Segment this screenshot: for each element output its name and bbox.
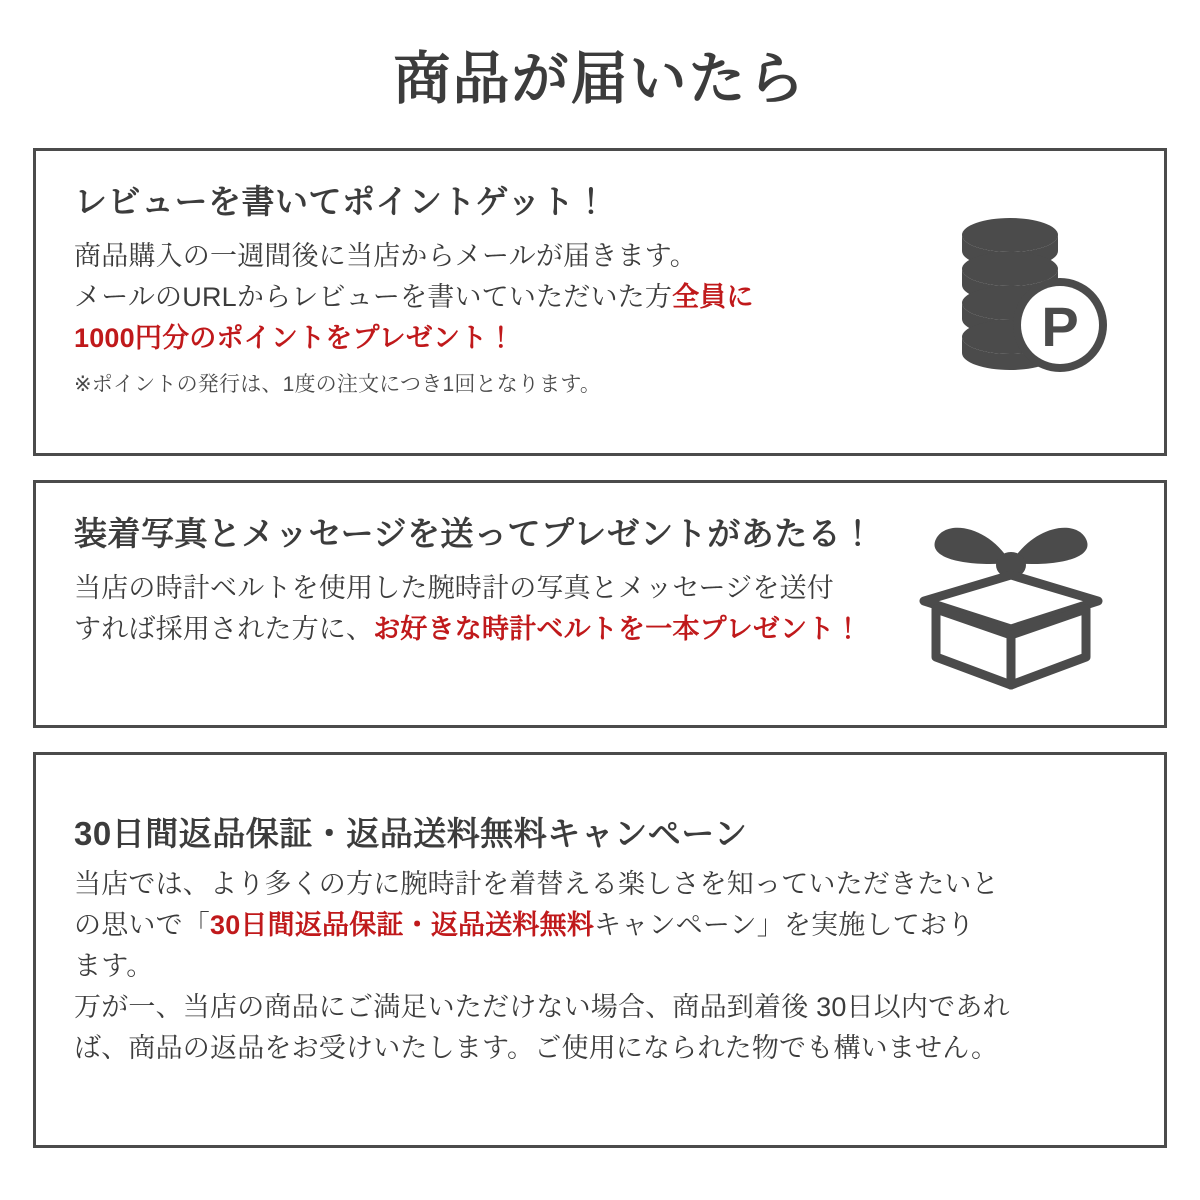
card-return-body (74, 864, 1126, 1069)
card-gift-campaign (33, 480, 1167, 728)
card-return-line-2a: の思いで「 (74, 910, 210, 941)
card-review-line-2b: 全員に (672, 282, 754, 313)
svg-text:P: P (1041, 295, 1079, 358)
card-review-line-3: 1000円分のポイントをプレゼント！ (74, 323, 515, 354)
page-title: 商品が届いたら (393, 47, 807, 111)
card-return-line-2b: 30日間返品保証・返品送料無料 (210, 910, 595, 941)
card-return-line-4: 万が一、当店の商品にご満足いただけない場合、商品到着後 30日以内であれ (74, 992, 1010, 1023)
card-review-points (33, 148, 1167, 456)
card-review-note: ※ポイントの発行は、1度の注文につき1回となります。 (74, 373, 602, 397)
card-review-heading: レビューを書いてポイントゲット！ (74, 183, 609, 220)
card-return-line-5: ば、商品の返品をお受けいたします。ご使用になられた物でも構いません。 (74, 1033, 999, 1064)
card-review-line-2a: メールのURLからレビューを書いていただいた方 (74, 282, 673, 313)
card-gift-line-1: 当店の時計ベルトを使用した腕時計の写真とメッセージを送付 (74, 573, 834, 604)
card-return-line-1: 当店では、より多くの方に腕時計を着替える楽しさを知っていただきたいと (74, 869, 999, 900)
card-return-line-2c: キャンペーン」を実施しており (594, 910, 975, 941)
card-return-heading: 30日間返品保証・返品送料無料キャンペーン (74, 815, 748, 852)
card-review-body (74, 236, 954, 359)
card-gift-body (74, 568, 954, 650)
card-gift-line-2a: すれば採用された方に、 (74, 614, 374, 645)
card-review-line-1: 商品購入の一週間後に当店からメールが届きます。 (74, 241, 697, 272)
coins-p-icon (938, 213, 1118, 393)
gift-box-icon (916, 505, 1106, 710)
card-return-line-3: ます。 (74, 951, 154, 982)
card-gift-heading: 装着写真とメッセージを送ってプレゼントがあたる！ (74, 515, 875, 552)
card-return-guarantee (33, 752, 1167, 1148)
card-gift-line-2b: お好きな時計ベルトを一本プレゼント！ (373, 614, 862, 645)
